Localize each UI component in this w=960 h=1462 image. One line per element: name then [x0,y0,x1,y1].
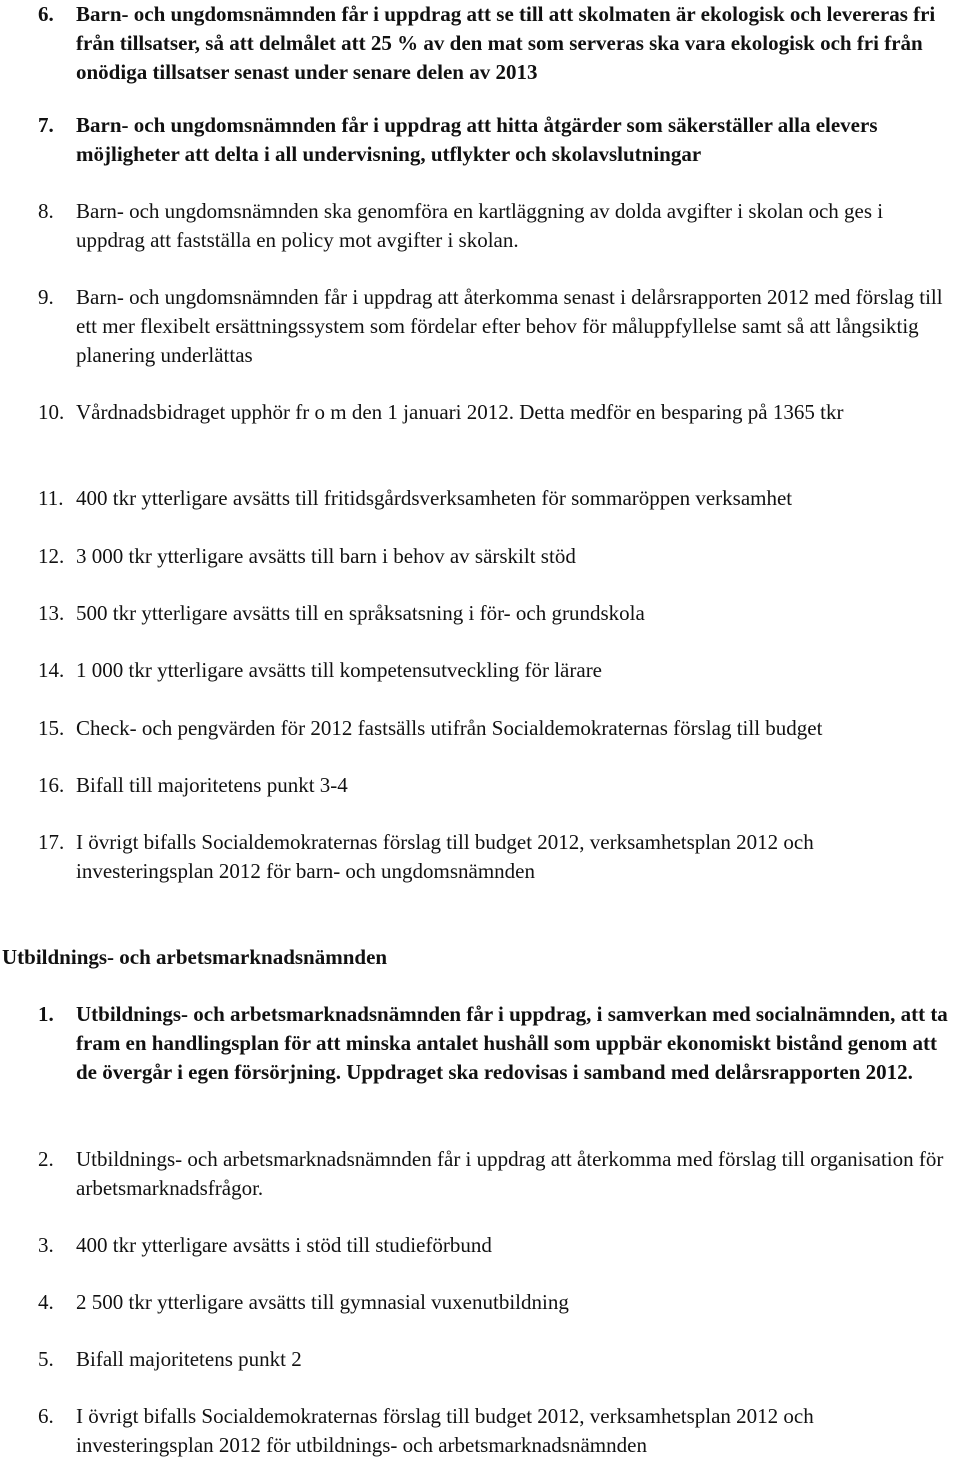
item-number: 9. [38,285,54,309]
item-text: Vårdnadsbidraget upphör fr o m den 1 januari 2012. Detta medför en besparing på 1365 tkr [76,400,844,424]
item-text: I övrigt bifalls Socialdemokraternas förslag till budget 2012, verksamhetsplan 2012 och investeringsplan 2012 för utbildnings- och arbetsmarknadsnämnden [76,1404,814,1457]
item-text: Barn- och ungdomsnämnden får i uppdrag att hitta åtgärder som säkerställer alla elevers möjligheter att delta i all undervisning, utflykter och skolavslutningar [76,113,878,166]
item-number: 16. [38,773,65,797]
item-number: 6. [38,1404,54,1428]
list-item [38,1000,956,1087]
item-text: Barn- och ungdomsnämnden får i uppdrag att återkomma senast i delårsrapporten 2012 med förslag till ett mer flexibelt ersättningssystem som fördelar efter behov för måluppfyllelse samt så att långsiktig planering underlättas [76,285,943,367]
item-text: Utbildnings- och arbetsmarknadsnämnden får i uppdrag, i samverkan med socialnämnden, att ta fram en handlingsplan för att minska antalet hushåll som uppbär ekonomiskt bistånd genom att de övergår i egen försörjning. Uppdraget ska redovisas i samband med delårsrapporten 2012. [76,1002,948,1084]
item-number: 1. [38,1002,54,1026]
item-number: 6. [38,2,54,26]
item-number: 13. [38,601,65,625]
item-number: 3. [38,1233,54,1257]
item-text: Bifall majoritetens punkt 2 [76,1347,302,1371]
item-text: 2 500 tkr ytterligare avsätts till gymnasial vuxenutbildning [76,1290,569,1314]
item-text: 1 000 tkr ytterligare avsätts till kompetensutveckling för lärare [76,658,603,682]
list-item [38,542,956,571]
item-text: Check- och pengvärden för 2012 fastsälls utifrån Socialdemokraternas förslag till budget [76,716,823,740]
list-item [38,1345,956,1374]
item-number: 7. [38,113,54,137]
item-text: Barn- och ungdomsnämnden ska genomföra en kartläggning av dolda avgifter i skolan och ges i uppdrag att fastställa en policy mot avgifter i skolan. [76,199,884,252]
item-number: 2. [38,1147,54,1171]
list-item [38,1231,956,1260]
item-number: 4. [38,1290,54,1314]
item-text: I övrigt bifalls Socialdemokraternas förslag till budget 2012, verksamhetsplan 2012 och investeringsplan 2012 för barn- och ungdomsnämnden [76,830,814,883]
item-number: 10. [38,400,65,424]
list-item [38,1402,956,1460]
item-number: 14. [38,658,65,682]
item-number: 11. [38,486,64,510]
item-text: 3 000 tkr ytterligare avsätts till barn i behov av särskilt stöd [76,544,576,568]
item-number: 15. [38,716,65,740]
item-text: Bifall till majoritetens punkt 3-4 [76,773,348,797]
item-number: 12. [38,544,65,568]
list-item [38,656,956,685]
list-item [38,599,956,628]
item-text: 400 tkr ytterligare avsätts i stöd till studieförbund [76,1233,492,1257]
list-item [38,714,956,743]
list-item [38,828,956,886]
item-text: Barn- och ungdomsnämnden får i uppdrag att se till att skolmaten är ekologisk och levereras fri från tillsatser, så att delmålet att 25 % av den mat som serveras ska vara ekologisk och fri från onödiga tillsatser senast under senare delen av 2013 [76,2,936,84]
list-item [38,771,956,800]
list-item [38,283,956,370]
list-item [38,1288,956,1317]
list-item [38,197,956,255]
list-item [38,0,956,87]
list-item [38,111,956,169]
item-text: 500 tkr ytterligare avsätts till en språksatsning i för- och grundskola [76,601,645,625]
item-number: 8. [38,199,54,223]
list-item [38,484,956,513]
item-text: Utbildnings- och arbetsmarknadsnämnden får i uppdrag att återkomma med förslag till organisation för arbetsmarknadsfrågor. [76,1147,944,1200]
list-item [38,1145,956,1203]
item-number: 17. [38,830,65,854]
list-item [38,398,956,427]
item-number: 5. [38,1347,54,1371]
section-heading: Utbildnings- och arbetsmarknadsnämnden [2,945,388,969]
item-text: 400 tkr ytterligare avsätts till fritidsgårdsverksamheten för sommaröppen verksamhet [76,486,793,510]
